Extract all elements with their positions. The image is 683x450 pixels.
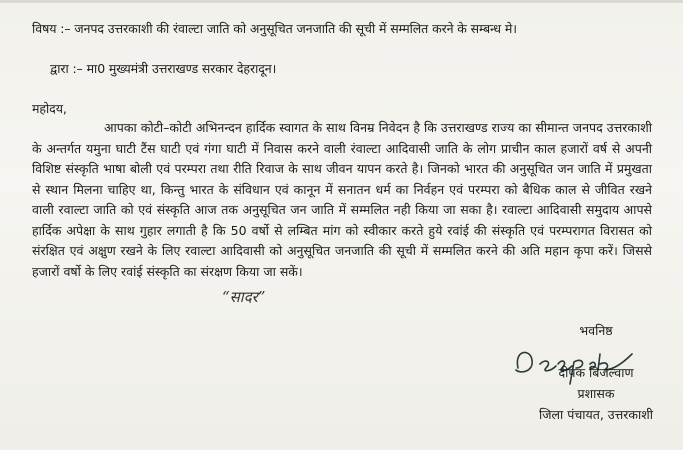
signatory-office: जिला पंचायत, उत्तरकाशी — [539, 407, 653, 422]
signature-block — [539, 320, 653, 425]
closing-phrase: भवनिष्ठ — [579, 323, 613, 338]
handwritten-note: “सादर” — [222, 288, 266, 306]
letter-salutation: महोदय, — [32, 101, 67, 116]
letter-body-paragraph: आपका कोटी–कोटी अभिनन्दन हार्दिक स्वागत के साथ विनम्र निवेदन है कि उत्तराखण्ड राज्य का सीमान्त जनपद उत्तरकाशी के अन्तर्गत यमुना घाटी टैंस घाटी एवं गंगा घाटी में निवास करने वाली रंवाल्टा आदिवासी जाति के लोग प्राचीन काल हजारों वर्ष से अपनी विशिष्ट संस्कृति भाषा बोली एवं परम्परा तथा रीति रिवाज के साथ जीवन यापन करते है। जिनको भारत की अनुसूचित जन जाति में प्रमुखता से स्थान मिलना चाहिए था, किन्तु भारत के संविधान एवं कानून में सनातन धर्म का निर्वहन एवं परम्परा को बैधिक काल से जीवित रखने वाली रवाल्टा जाति को एवं संस्कृति आज तक अनुसूचित जन जाति में सम्मलित नही किया जा सका है। रवाल्टा आदिवासी समुदाय आपसे हार्दिक अपेक्षा के साथ गुहार लगाती है कि 50 वर्षो से लम्बित मांग को स्वीकार करते हुये रवांई की संस्कृति एवं परम्परागत विरासत को संरक्षित एवं अक्षुण रखने के लिए रवाल्टा आदिवासी को अनुसूचित जनजाति की सूची में सम्मलित करने की अति महान कृपा करें। जिससे हजारों वर्षो के लिए रवांई संस्कृति का संरक्षण किया जा सकें। — [32, 120, 652, 279]
signatory-designation: प्रशासक — [577, 386, 615, 401]
page-top-edge — [0, 0, 683, 3]
letter-subject: विषय :– जनपद उत्तरकाशी की रंवाल्टा जाति को अनुसूचित जनजाति की सूची में सम्मलित करने के सम्बन्ध मे। — [32, 21, 517, 36]
signatory-name: दीपक बिजल्वाण — [558, 365, 634, 380]
letter-via: द्वारा :– मा0 मुख्यमंत्री उत्तराखण्ड सरकार देहरादून। — [50, 61, 277, 76]
letter-body — [32, 118, 652, 282]
